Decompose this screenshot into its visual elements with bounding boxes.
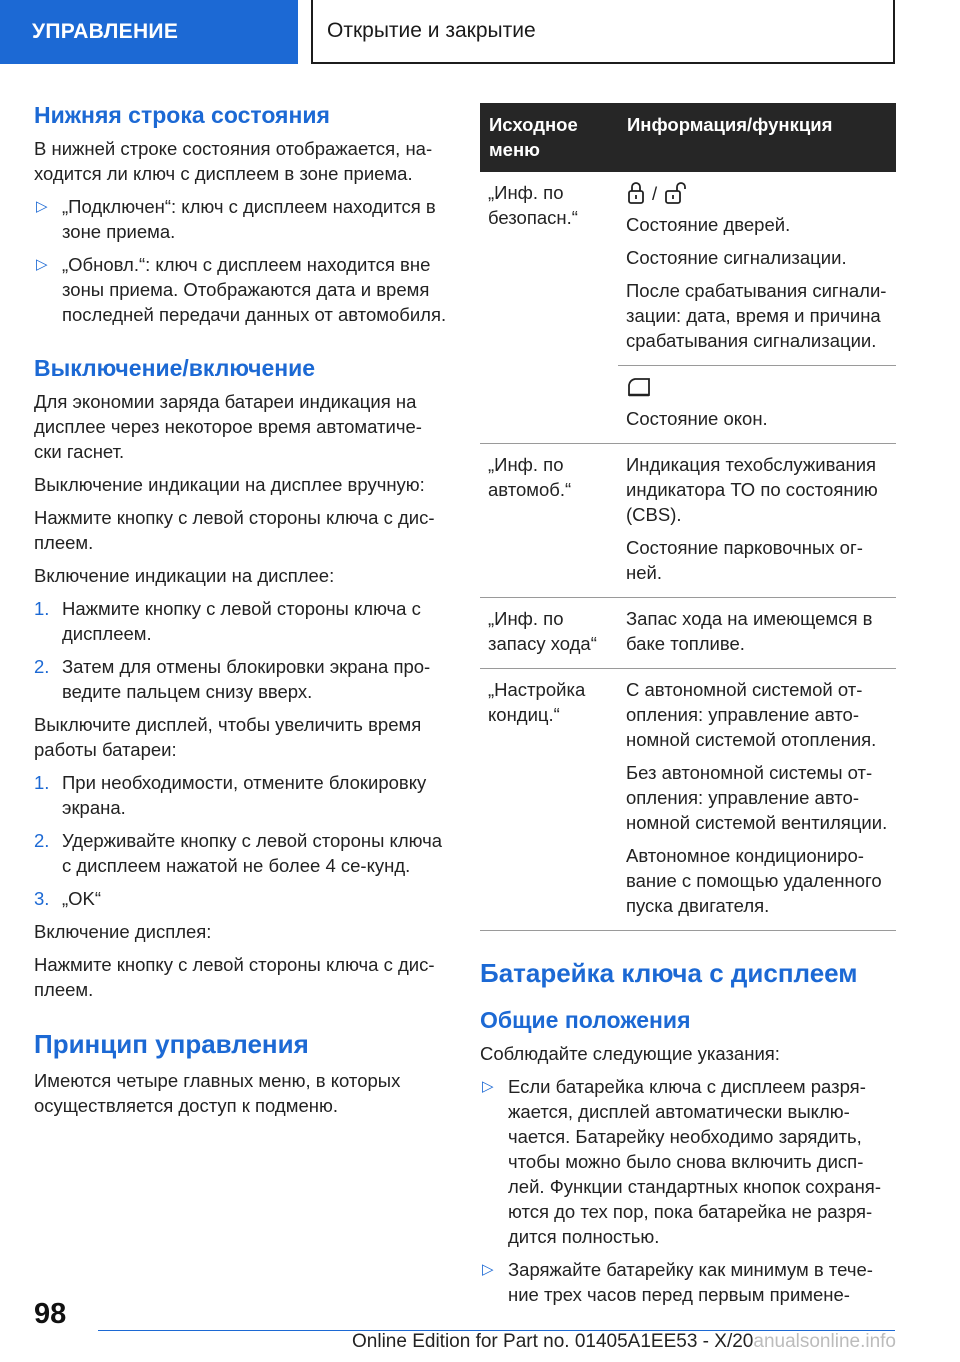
page-number: 98 (34, 1298, 67, 1330)
list-item: ▷ Если батарейка ключа с дисплеем разря-жается, дисплей автоматически выклю-чается. Батарейку необходимо зарядить, чтобы можно было снова включить дисп-лей. Функции стандартных кнопок сохраня-ются до тех пор, пока батарейка не разря-дится полностью. (482, 1076, 881, 1247)
table-cell-info: С автономной системой от-опления: управление авто-номной системой отопления. Без автономной системы от-опления: управление авто-номной системой вентиляции. Автономное кондициониро-вание с помощью удаленного пуска двигателя. (618, 669, 896, 931)
list-item: 1. Нажмите кнопку с левой стороны ключа с дисплеем. (34, 598, 421, 644)
table-header-menu: Исходное меню (480, 103, 618, 172)
paragraph: Выключите дисплей, чтобы увеличить время работы батареи: (34, 714, 422, 760)
list-item: 3. „OK“ (34, 888, 102, 909)
list-item: ▷ „Подключен“: ключ с дисплеем находится в зоне приема. (36, 196, 436, 242)
paragraph: Включение дисплея: (34, 921, 212, 942)
status-list (34, 194, 448, 327)
right-column (480, 103, 896, 1315)
list-item: 2. Удерживайте кнопку с левой стороны ключа с дисплеем нажатой не более 4 се-кунд. (34, 830, 443, 876)
icon-separator: / (652, 182, 658, 204)
table-cell-info: Состояние окон. (618, 366, 896, 444)
section-tab: УПРАВЛЕНИЕ (0, 0, 298, 64)
heading-principle: Принцип управления (34, 1029, 309, 1059)
table-cell-menu: „Настройка кондиц.“ (480, 669, 618, 931)
triangle-right-icon: ▷ (482, 1261, 494, 1278)
chapter-title: Открытие и закрытие (311, 0, 895, 64)
footer-edition: Online Edition for Part no. 01405A1EE53 - X/20anualsonline.info (352, 1331, 896, 1352)
status-paragraph: В нижней строке состояния отображается, на-ходится ли ключ с дисплеем в зоне приема. (34, 138, 433, 184)
battery-list (480, 1074, 896, 1307)
menu-table (480, 103, 896, 931)
watermark: anualsonline.info (753, 1331, 896, 1352)
paragraph: Нажмите кнопку с левой стороны ключа с дис-плеем. (34, 507, 435, 553)
list-item: 2. Затем для отмены блокировки экрана про-ведите пальцем снизу вверх. (34, 656, 431, 702)
table-cell-menu: „Инф. по запасу хода“ (480, 598, 618, 669)
paragraph: Для экономии заряда батареи индикация на дисплее через некоторое время автоматиче-ски гаснет. (34, 391, 422, 462)
heading-status-bar: Нижняя строка состояния (34, 102, 330, 128)
left-column (34, 100, 448, 1126)
lock-icons (626, 180, 888, 206)
paragraph: Включение индикации на дисплее: (34, 565, 335, 586)
lock-closed-icon (626, 181, 646, 205)
list-item: 1. При необходимости, отмените блокировку экрана. (34, 772, 427, 818)
heading-on-off: Выключение/включение (34, 355, 316, 381)
heading-battery: Батарейка ключа с дисплеем (480, 958, 858, 988)
steps-list-a (34, 596, 448, 704)
list-item: ▷ Заряжайте батарейку как минимум в тече-ние трех часов перед первым примене- (482, 1259, 873, 1305)
triangle-right-icon: ▷ (482, 1078, 494, 1095)
window-icon (626, 376, 652, 398)
table-header-info: Информация/функция (618, 103, 896, 172)
paragraph: Соблюдайте следующие указания: (480, 1043, 780, 1064)
paragraph: Нажмите кнопку с левой стороны ключа с дис-плеем. (34, 954, 435, 1000)
triangle-right-icon: ▷ (36, 256, 48, 273)
steps-list-b (34, 770, 448, 911)
table-cell-info: / Состояние дверей. Состояние сигнализации. После срабатывания сигнали-зации: дата, время и причина срабатывания сигнализации. (618, 172, 896, 366)
table-cell-menu: „Инф. по безопасн.“ (480, 172, 618, 444)
triangle-right-icon: ▷ (36, 198, 48, 215)
paragraph: Выключение индикации на дисплее вручную: (34, 474, 425, 495)
table-cell-menu: „Инф. по автомоб.“ (480, 444, 618, 598)
lock-open-icon (663, 181, 691, 205)
paragraph: Имеются четыре главных меню, в которых осуществляется доступ к подменю. (34, 1070, 401, 1116)
table-cell-info: Запас хода на имеющемся в баке топливе. (618, 598, 896, 669)
list-item: ▷ „Обновл.“: ключ с дисплеем находится вне зоны приема. Отображаются дата и время последней передачи данных от автомобиля. (36, 254, 447, 325)
heading-general: Общие положения (480, 1007, 691, 1033)
table-cell-info: Индикация техобслуживания индикатора ТО по состоянию (CBS). Состояние парковочных ог-ней. (618, 444, 896, 598)
